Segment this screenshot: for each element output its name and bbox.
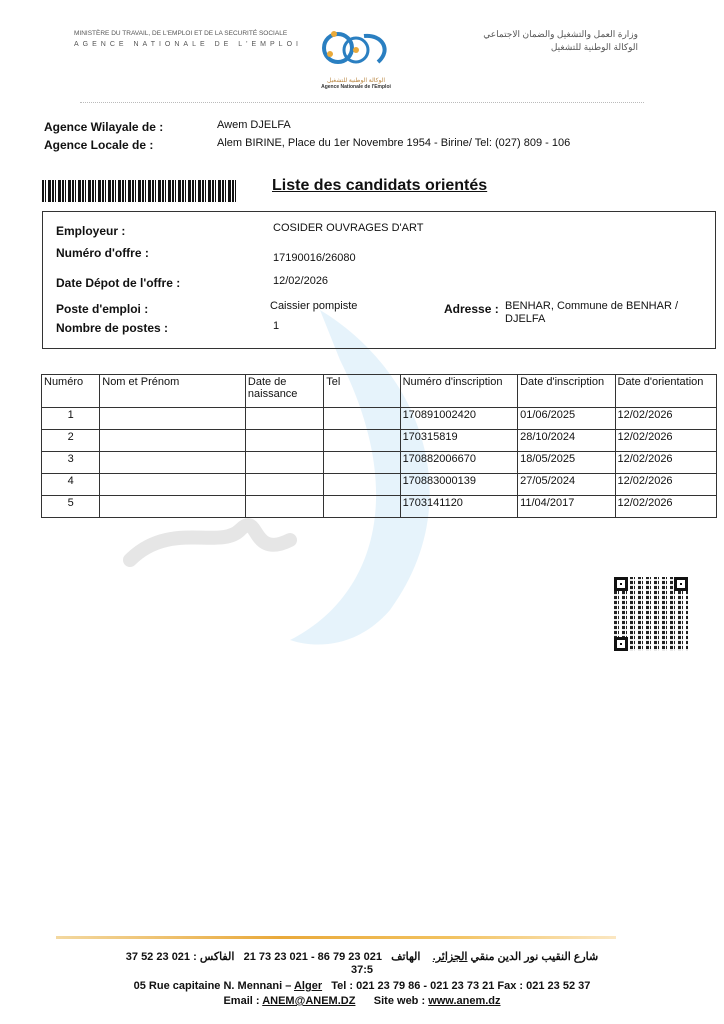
col-tel: Tel xyxy=(324,375,400,408)
cell-numero: 5 xyxy=(42,496,100,518)
cell-inscription-num: 170315819 xyxy=(400,430,518,452)
cell-tel-redacted xyxy=(324,452,400,474)
table-row xyxy=(42,474,717,496)
numero-offre-value: 17190016/26080 xyxy=(273,252,356,264)
footer-address-city: Alger xyxy=(293,980,323,992)
footer-email-link[interactable]: ANEM@ANEM.DZ xyxy=(262,995,356,1007)
header-ar xyxy=(483,28,638,54)
candidates-table xyxy=(41,374,717,518)
footer-ar-address: شارع النقيب نور الدين منقي xyxy=(470,951,599,963)
footer-ar-city: الجزائر. xyxy=(432,951,468,963)
cell-inscription-num: 170882006670 xyxy=(400,452,518,474)
footer-tel-fax: Tel : 021 23 79 86 - 021 23 73 21 Fax : 021 23 52 37 xyxy=(331,980,591,992)
cell-tel-redacted xyxy=(324,408,400,430)
date-depot-value: 12/02/2026 xyxy=(273,275,329,287)
cell-numero: 3 xyxy=(42,452,100,474)
footer-line-contact xyxy=(0,995,724,1007)
nombre-postes-label: Nombre de postes : xyxy=(56,321,169,335)
cell-nom-redacted xyxy=(100,496,246,518)
agency-ar: الوكالة الوطنية للتشغيل xyxy=(550,42,638,52)
cell-orientation-date: 12/02/2026 xyxy=(615,452,717,474)
cell-tel-redacted xyxy=(324,496,400,518)
cell-inscription-date: 18/05/2025 xyxy=(518,452,615,474)
logo-caption-fr: Agence Nationale de l'Emploi xyxy=(321,84,391,90)
cell-naissance-redacted xyxy=(245,430,323,452)
adresse-value-line1: BENHAR, Commune de BENHAR / xyxy=(505,300,678,312)
cell-naissance-redacted xyxy=(245,474,323,496)
cell-nom-redacted xyxy=(100,430,246,452)
adresse-value-line2: DJELFA xyxy=(505,313,546,325)
footer-line-ar xyxy=(0,950,724,963)
col-date-inscription: Date d'inscription xyxy=(518,375,615,408)
qr-finder xyxy=(614,577,628,591)
poste-label: Poste d'emploi : xyxy=(56,302,149,316)
anem-logo-icon xyxy=(316,26,396,72)
barcode xyxy=(42,180,238,202)
table-row xyxy=(42,452,717,474)
col-nom-prenom: Nom et Prénom xyxy=(100,375,246,408)
cell-inscription-date: 27/05/2024 xyxy=(518,474,615,496)
agency-fr: AGENCE NATIONALE DE L'EMPLOI xyxy=(74,41,302,48)
agency-locale-value: Alem BIRINE, Place du 1er Novembre 1954 - Birine/ Tel: (027) 809 - 106 xyxy=(217,137,571,149)
cell-inscription-date: 28/10/2024 xyxy=(518,430,615,452)
cell-orientation-date: 12/02/2026 xyxy=(615,430,717,452)
footer-ar-suffix: 37:5 xyxy=(350,964,374,976)
col-numero: Numéro xyxy=(42,375,100,408)
cell-inscription-date: 01/06/2025 xyxy=(518,408,615,430)
cell-tel-redacted xyxy=(324,430,400,452)
cell-numero: 1 xyxy=(42,408,100,430)
cell-nom-redacted xyxy=(100,474,246,496)
footer-ar-phone: 021 23 79 86 - 021 23 73 21 xyxy=(243,951,382,963)
agency-locale-label: Agence Locale de : xyxy=(44,138,154,152)
table-header-row xyxy=(42,375,717,408)
cell-orientation-date: 12/02/2026 xyxy=(615,408,717,430)
footer-ar-phone-label: الهاتف xyxy=(391,951,421,963)
cell-naissance-redacted xyxy=(245,408,323,430)
cell-nom-redacted xyxy=(100,408,246,430)
table-row xyxy=(42,496,717,518)
cell-nom-redacted xyxy=(100,452,246,474)
footer-site-label: Site web : xyxy=(373,995,426,1007)
cell-numero: 2 xyxy=(42,430,100,452)
cell-numero: 4 xyxy=(42,474,100,496)
header-divider xyxy=(80,102,644,103)
col-numero-inscription: Numéro d'inscription xyxy=(400,375,518,408)
qr-finder xyxy=(674,577,688,591)
nombre-postes-value: 1 xyxy=(273,320,280,332)
logo-caption-ar: الوكالة الوطنية للتشغيل xyxy=(326,78,386,84)
cell-orientation-date: 12/02/2026 xyxy=(615,496,717,518)
anem-logo xyxy=(316,26,396,96)
agency-wilayale-label: Agence Wilayale de : xyxy=(44,120,164,134)
col-date-naissance: Date de naissance xyxy=(245,375,323,408)
cell-inscription-date: 11/04/2017 xyxy=(518,496,615,518)
date-depot-label: Date Dépot de l'offre : xyxy=(56,276,181,290)
cell-inscription-num: 170891002420 xyxy=(400,408,518,430)
ministry-fr: MINISTÈRE DU TRAVAIL, DE L'EMPLOI ET DE LA SECURITÉ SOCIALE xyxy=(74,30,288,37)
poste-value: Caissier pompiste xyxy=(270,300,358,312)
page-title: Liste des candidats orientés xyxy=(272,177,488,194)
ministry-ar: وزارة العمل والتشغيل والضمان الاجتماعي xyxy=(483,29,638,39)
cell-orientation-date: 12/02/2026 xyxy=(615,474,717,496)
footer-accent-bar xyxy=(56,936,616,939)
employeur-label: Employeur : xyxy=(56,224,126,238)
qr-finder xyxy=(614,637,628,651)
footer-line-address xyxy=(0,980,724,992)
header-fr xyxy=(74,28,302,50)
footer-address-label: 05 Rue capitaine N. Mennani – xyxy=(133,980,292,992)
employeur-value: COSIDER OUVRAGES D'ART xyxy=(273,222,424,234)
col-date-orientation: Date d'orientation xyxy=(615,375,717,408)
watermark-script xyxy=(130,525,290,560)
qr-code xyxy=(614,577,688,651)
cell-naissance-redacted xyxy=(245,496,323,518)
table-row xyxy=(42,408,717,430)
cell-tel-redacted xyxy=(324,474,400,496)
cell-inscription-num: 170883000139 xyxy=(400,474,518,496)
cell-inscription-num: 1703141120 xyxy=(400,496,518,518)
numero-offre-label: Numéro d'offre : xyxy=(56,246,149,260)
table-row xyxy=(42,430,717,452)
footer-email-label: Email : xyxy=(223,995,260,1007)
footer-ar-fax: الفاكس : 021 23 52 37 xyxy=(125,951,235,963)
cell-naissance-redacted xyxy=(245,452,323,474)
agency-wilayale-value: Awem DJELFA xyxy=(217,119,291,131)
adresse-label: Adresse : xyxy=(444,302,499,316)
footer-site-link[interactable]: www.anem.dz xyxy=(428,995,501,1007)
